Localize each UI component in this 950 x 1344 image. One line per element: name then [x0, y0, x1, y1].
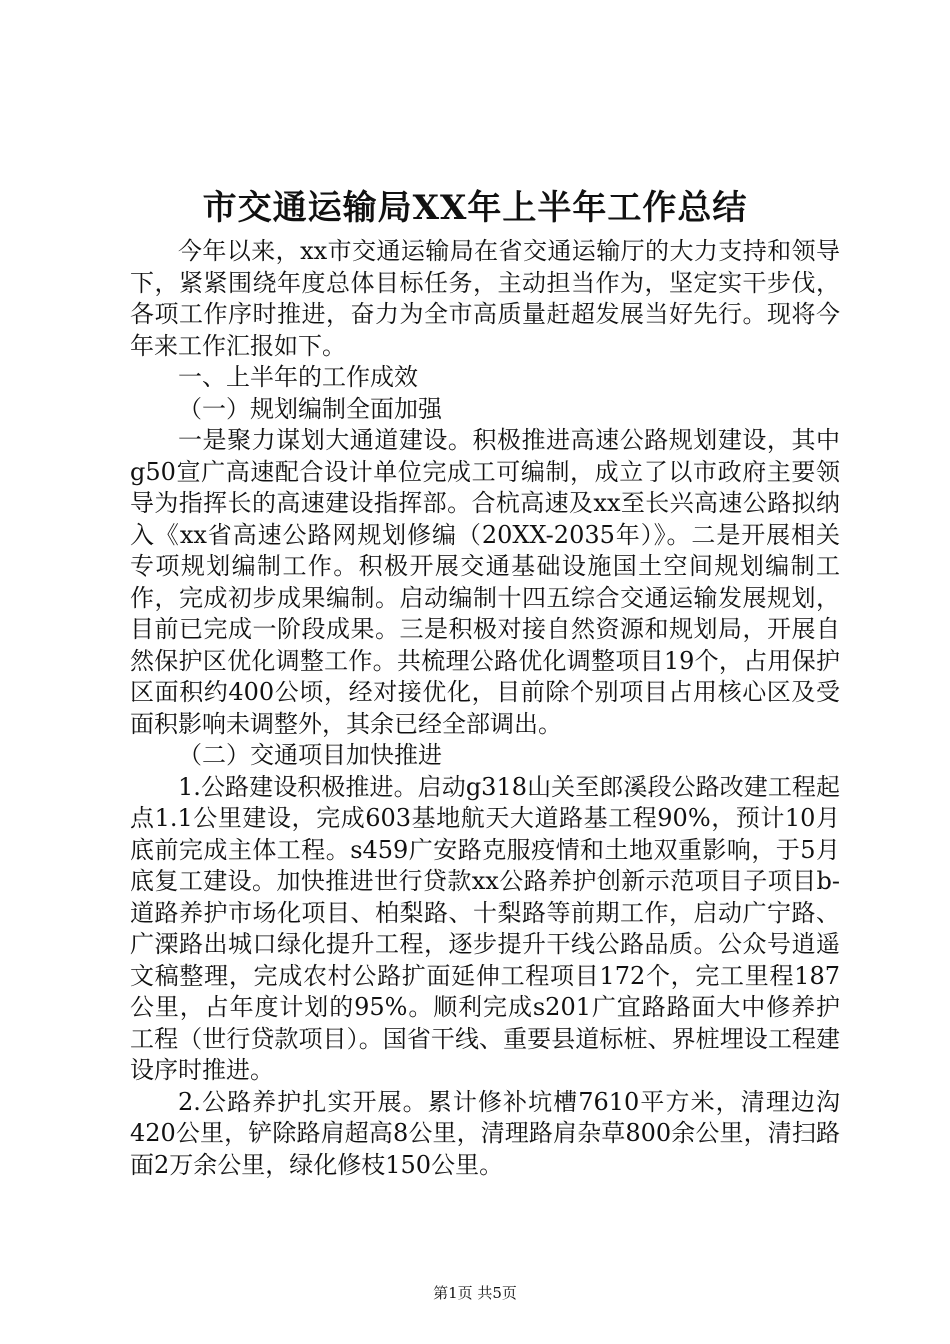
page-number-footer: 第1页 共5页	[433, 1284, 517, 1302]
planning-paragraph: 一是聚力谋划大通道建设。积极推进高速公路规划建设，其中g50宣广高速配合设计单位完成工可编制，成立了以市政府主要领导为指挥长的高速建设指挥部。合杭高速及xx至长兴高速公路拟纳入《xx省高速公路网规划修编（20XX-2035年）》。二是开展相关专项规划编制工作。积极开展交通基础设施国土空间规划编制工作，完成初步成果编制。启动编制十四五综合交通运输发展规划，目前已完成一阶段成果。三是积极对接自然资源和规划局，开展自然保护区优化调整工作。共梳理公路优化调整项目19个，占用保护区面积约400公顷，经对接优化，目前除个别项目占用核心区及受面积影响未调整外，其余已经全部调出。	[130, 426, 840, 738]
document-body	[130, 236, 840, 1181]
document-title: 市交通运输局XX年上半年工作总结	[202, 188, 748, 228]
road-maintenance-paragraph: 2.公路养护扎实开展。累计修补坑槽7610平方米，清理边沟420公里，铲除路肩超高8公里，清理路肩杂草800余公里，清扫路面2万余公里，绿化修枝150公里。	[130, 1087, 840, 1179]
subsection-heading-1: （一）规划编制全面加强	[178, 394, 442, 423]
intro-paragraph: 今年以来，xx市交通运输局在省交通运输厅的大力支持和领导下，紧紧围绕年度总体目标任务，主动担当作为，坚定实干步伐，各项工作序时推进，奋力为全市高质量赶超发展当好先行。现将今年来工作汇报如下。	[130, 237, 840, 360]
subsection-heading-2: （二）交通项目加快推进	[178, 741, 442, 769]
section-heading-1: 一、上半年的工作成效	[178, 363, 418, 391]
road-construction-paragraph: 1.公路建设积极推进。启动g318山关至郎溪段公路改建工程起点1.1公里建设，完成603基地航天大道路基工程90%，预计10月底前完成主体工程。s459广安路克服疫情和土地双重影响，于5月底复工建设。加快推进世行贷款xx公路养护创新示范项目子项目b-道路养护市场化项目、柏梨路、十梨路等前期工作，启动广宁路、广溧路出城口绿化提升工程，逐步提升干线公路品质。公众号逍遥文稿整理，完成农村公路扩面延伸工程项目172个，完工里程187公里，占年度计划的95%。顺利完成s201广宜路路面大中修养护工程（世行贷款项目）。国省干线、重要县道标桩、界桩埋设工程建设序时推进。	[130, 772, 840, 1084]
